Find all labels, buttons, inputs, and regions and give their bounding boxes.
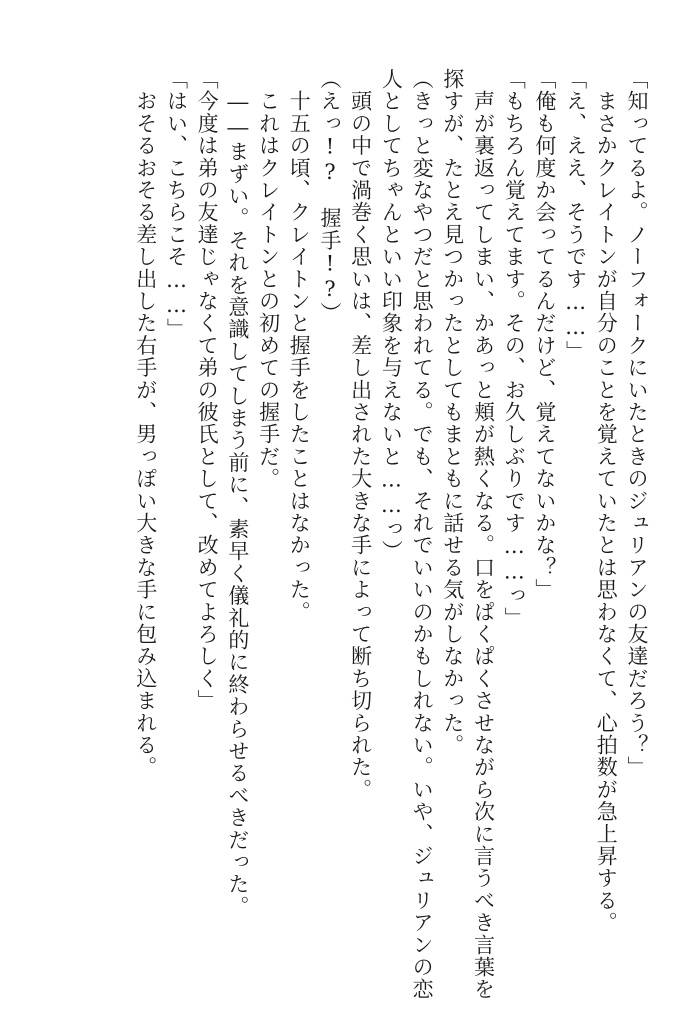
text-line: 人としてちゃんといい印象を与えないと……っ）	[379, 68, 404, 563]
text-line: これはクレイトンとの初めての握手だ。	[256, 68, 281, 490]
text-line: 「俺も何度か会ってるんだけど、覚えてないかな？」	[532, 68, 557, 601]
text-line: 「もちろん覚えてます。その、お久しぶりです……っ」	[502, 68, 527, 629]
text-line: 「え、ええ、そうです……」	[563, 68, 588, 363]
text-line: 十五の頃、クレイトンと握手をしたことはなかった。	[287, 68, 312, 623]
text-line: ――まずい。それを意識してしまう前に、素早く儀礼的に終わらせるべきだった。	[225, 68, 250, 918]
text-line: 「知ってるよ。ノーフォークにいたときのジュリアンの友達だろう？」	[625, 68, 649, 779]
text-line: まさかクレイトンが自分のことを覚えていたとは思わなくて、心拍数が急上昇する。	[594, 68, 619, 934]
text-line: 探すが、たとえ見つかったとしてもまともに話せる気がしなかった。	[440, 68, 465, 757]
text-line: （きっと変なやつだと思われてる。でも、それでいいのかもしれない。いや、ジュリアンの恋	[410, 68, 435, 1001]
vertical-text-body	[130, 68, 652, 1001]
text-line: 頭の中で渦巻く思いは、差し出された大きな手によって断ち切られた。	[348, 68, 373, 801]
text-line: 「今度は弟の友達じゃなくて弟の彼氏として、改めてよろしく」	[195, 68, 220, 712]
text-line: 「はい、こちらこそ……」	[164, 68, 189, 341]
text-line: おそるおそる差し出した右手が、男っぽい大きな手に包み込まれる。	[133, 68, 158, 779]
text-line: （えっ!? 握手!?）	[317, 68, 342, 325]
text-line: 声が裏返ってしまい、かあっと頬が熱くなる。口をぱくぱくさせながら次に言うべき言葉を	[471, 68, 496, 1001]
